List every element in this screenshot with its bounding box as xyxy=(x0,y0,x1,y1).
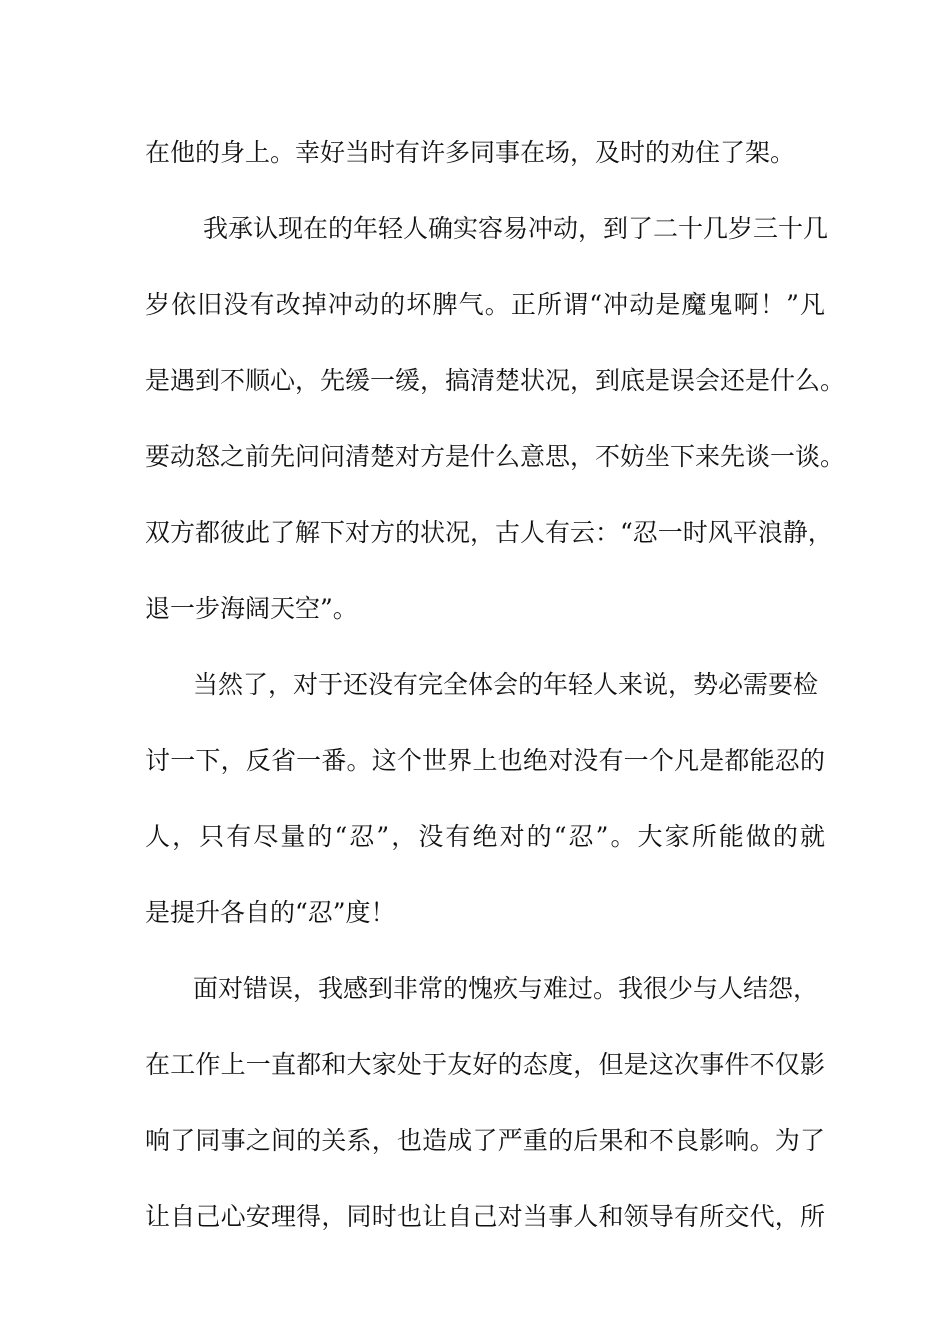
text-line-11: 是提升各自的“忍”度！ xyxy=(145,898,396,927)
text-line-9: 讨一下，反省一番。这个世界上也绝对没有一个凡是都能忍的 xyxy=(145,746,825,775)
text-line-12: 面对错误，我感到非常的愧疚与难过。我很少与人结怨， xyxy=(193,974,819,1003)
text-line-3: 岁依旧没有改掉冲动的坏脾气。正所谓“冲动是魔鬼啊！”凡 xyxy=(145,290,825,319)
text-line-15: 让自己心安理得，同时也让自己对当事人和领导有所交代，所 xyxy=(145,1202,825,1231)
document-body xyxy=(145,126,846,1266)
text-line-6: 双方都彼此了解下对方的状况，古人有云：“忍一时风平浪静， xyxy=(145,518,833,547)
text-line-8: 当然了，对于还没有完全体会的年轻人来说，势必需要检 xyxy=(193,670,819,699)
text-line-10: 人，只有尽量的“忍”，没有绝对的“忍”。大家所能做的就 xyxy=(145,822,825,851)
text-line-2: 我承认现在的年轻人确实容易冲动，到了二十几岁三十几 xyxy=(203,214,829,243)
text-line-4: 是遇到不顺心，先缓一缓，搞清楚状况，到底是误会还是什么。 xyxy=(145,366,846,395)
text-line-7: 退一步海阔天空”。 xyxy=(145,594,358,623)
text-line-14: 响了同事之间的关系，也造成了严重的后果和不良影响。为了 xyxy=(145,1126,825,1155)
text-line-13: 在工作上一直都和大家处于友好的态度，但是这次事件不仅影 xyxy=(145,1050,825,1079)
text-line-5: 要动怒之前先问问清楚对方是什么意思，不妨坐下来先谈一谈。 xyxy=(145,442,846,471)
text-line-1: 在他的身上。幸好当时有许多同事在场，及时的劝住了架。 xyxy=(145,138,796,167)
